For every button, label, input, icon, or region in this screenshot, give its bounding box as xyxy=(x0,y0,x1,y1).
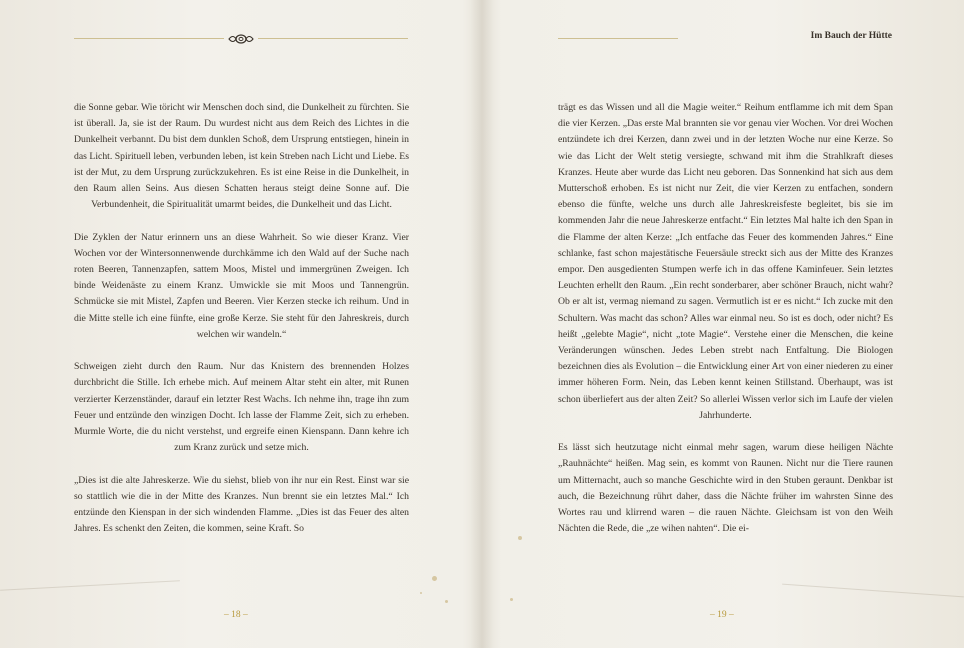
left-body-text xyxy=(74,100,409,554)
paper-speck xyxy=(445,600,448,603)
paper-speck xyxy=(518,536,522,540)
right-body-text xyxy=(558,100,893,554)
right-page xyxy=(482,0,964,648)
paragraph: die Sonne gebar. Wie töricht wir Menschen doch sind, die Dunkelheit zu fürchten. Sie ist überall. Ja, sie ist der Raum. Du wurdest nicht aus dem Reich des Lichtes in die Dunkelheit verbannt. Du bist dem dunklen Schoß, dem Ursprung entstiegen, hinein in das Licht. Spirituell leben, verbunden leben, ist kein Streben nach Licht und Liebe. Es ist der Mut, zu dem Ursprung zurückzukehren. Es ist eine Reise in die Dunkelheit, in den Raum allen Seins. Aus diesen Schatten heraus steigt deine Sonne auf. Die Verbundenheit, die Spiritualität umarmt beides, die Dunkelheit und das Licht. xyxy=(74,102,409,211)
paragraph: Schweigen zieht durch den Raum. Nur das Knistern des brennenden Holzes durchbricht die Stille. Ich erhebe mich. Auf meinem Altar steht ein alter, mit Runen verzierter Kerzenständer, darauf ein letzter Rest Wachs. Ich nehme ihn, trage ihn zum Feuer und entzünde den winzigen Docht. Ich lasse der Flamme Zeit, sich zu erheben. Murmle Worte, die du nicht verstehst, und ergreife einen Kienspann. Dann kehre ich zum Kranz zurück und setze mich. xyxy=(74,361,409,454)
running-head: Im Bauch der Hütte xyxy=(810,31,892,41)
header-rule-left xyxy=(74,38,224,39)
paper-speck xyxy=(432,576,437,581)
paragraph: Die Zyklen der Natur erinnern uns an diese Wahrheit. So wie dieser Kranz. Vier Wochen vor der Wintersonnenwende durchkämme ich den Wald auf der Suche nach roten Beeren, Tannenzapfen, sattem Moos, Mistel und immergrünen Zweigen. Ich binde Weidenäste zu einem Kranz. Umwickle sie mit Moos und Tannengrün. Schmücke sie mit Mistel, Zapfen und Beeren. Vier Kerzen stecke ich reihum. Und in die Mitte stelle ich eine fünfte, eine große Kerze. Sie steht für den Jahreskreis, durch welchen wir wandeln.“ xyxy=(74,231,409,340)
header-rule-right xyxy=(258,38,408,39)
ornament-icon xyxy=(228,31,254,47)
paper-speck xyxy=(420,592,422,594)
paragraph: Es lässt sich heutzutage nicht einmal mehr sagen, warum diese heiligen Nächte „Rauhnächte“ heißen. Mag sein, es kommt von Raunen. Nicht nur die Tiere raunen um Mitternacht, auch so manche Geschichte wird in den Stuben geraunt. Denkbar ist auch, die Bezeichnung rührt daher, dass die Nächte früher im wahrsten Sinne des Wortes rau und klirrend waren – die rauen Nächte. Gleichsam ist von den Weih Nächten die Rede, die „ze wihen nahten“. Die ei- xyxy=(558,442,893,535)
paragraph: trägt es das Wissen und all die Magie weiter.“ Reihum entflamme ich mit dem Span die vier Kerzen. „Das erste Mal brannten sie vor genau vier Wochen. Vor drei Wochen entzündete ich drei Kerzen, dann zwei und in der letzten Woche nur eine Kerze. So wie das Licht der Welt stetig versiegte, schwand mit ihm die Strahlkraft dieses Kranzes. Heute aber wurde das Licht neu geboren. Das Sonnenkind hat sich aus dem Mutterschoß erhoben. Es ist nicht nur Zeit, die vier Kerzen zu entfachen, sondern ebenso die fünfte, welche uns durch alle Jahreskreisfeste begleitet, bis sie im kommenden Jahr die neue Jahreskerze entfacht.“ Ein letztes Mal halte ich den Span in die Flamme der alten Kerze: „Ich entfache das Feuer des kommenden Jahres.“ Eine schlanke, fast schon majestätische Feuersäule streckt sich aus der Mitte des Kranzes empor. Den ausgedienten Stumpen werfe ich in das offene Kaminfeuer. Sein letztes Leuchten erhellt den Raum. „Ein recht sonderbarer, aber schöner Brauch, nicht wahr? Ob er alt ist, vermag niemand zu sagen. Vermutlich ist er es nicht.“ Ich zucke mit den Schultern. Was macht das schon? Alles war einmal neu. So ist es doch, oder nicht? Es heißt „gelebte Magie“, nicht „tote Magie“. Verstehe einer die Menschen, die keine Veränderungen wünschen. Jedes Leben strebt nach Entfaltung. Die Biologen bezeichnen dies als Evolution – die Entwicklung einer Art von einer niederen zu einer immer höheren Form. Nein, das Leben kennt keinen Stillstand. Überhaupt, was ist schon überliefert aus der alten Zeit? So allerlei Wissen verlor sich im Laufe der vielen Jahrhunderte. xyxy=(558,102,893,421)
page-number: – 18 – xyxy=(224,610,248,620)
paper-crease xyxy=(782,584,964,598)
header-rule xyxy=(558,38,678,39)
paragraph: „Dies ist die alte Jahreskerze. Wie du siehst, blieb von ihr nur ein Rest. Einst war sie so stattlich wie die in der Mitte des Kranzes. Nun brennt sie ein letztes Mal.“ Ich entzünde den Kienspan in der sich windenden Flamme. „Dies ist das Feuer des alten Jahres. Es schenkt den Zeiten, die kommen, seine Kraft. So xyxy=(74,474,409,535)
paper-crease xyxy=(0,580,180,590)
paper-speck xyxy=(510,598,513,601)
page-number: – 19 – xyxy=(710,610,734,620)
